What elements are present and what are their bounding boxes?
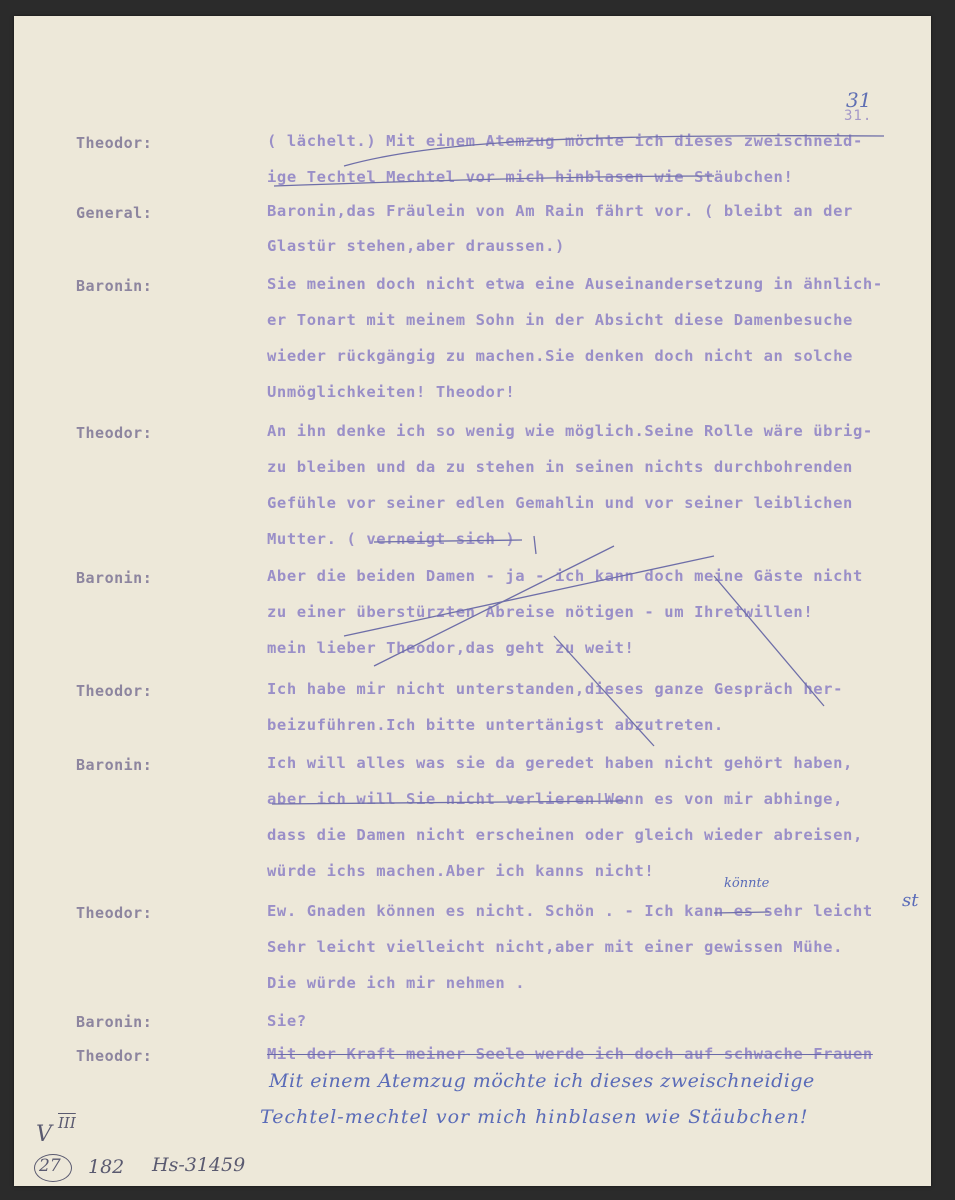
strikethrough-stroke <box>344 556 714 636</box>
strikethrough-stroke <box>374 540 522 542</box>
script-line: wieder rückgängig zu machen.Sie denken doch nicht an solche <box>267 347 853 365</box>
archive-roman-numeral: V <box>36 1122 52 1147</box>
struck-script-line: Mit der Kraft meiner Seele werde ich doch auf schwache Frauen <box>267 1045 873 1063</box>
archive-circled-number: 27 <box>39 1156 61 1176</box>
bracket-stroke <box>534 536 536 554</box>
handwritten-page-number: 31 <box>846 88 872 112</box>
strikethrough-stroke <box>714 576 824 706</box>
archive-number: 182 <box>88 1156 125 1178</box>
script-line: Unmöglichkeiten! Theodor! <box>267 383 516 401</box>
script-line: Ich will alles was sie da geredet haben nicht gehört haben, <box>267 754 853 772</box>
editorial-strokes <box>14 16 931 1186</box>
script-line: zu einer überstürzten Abreise nötigen - um Ihretwillen! <box>267 603 814 621</box>
script-line: Gefühle vor seiner edlen Gemahlin und vor seiner leiblichen <box>267 494 853 512</box>
script-line: Baronin,das Fräulein von Am Rain fährt vor. ( bleibt an der <box>267 202 853 220</box>
speaker-label: Baronin: <box>76 569 153 587</box>
script-line: zu bleiben und da zu stehen in seinen nichts durchbohrenden <box>267 458 853 476</box>
script-line: er Tonart mit meinem Sohn in der Absicht diese Damenbesuche <box>267 311 853 329</box>
strikethrough-stroke <box>344 136 884 166</box>
handwritten-insertion: könnte <box>724 876 770 891</box>
script-line: Ew. Gnaden können es nicht. Schön . - Ich kann es sehr leicht <box>267 902 873 920</box>
handwritten-insertion: st <box>902 890 919 911</box>
script-line: Ich habe mir nicht unterstanden,dieses ganze Gespräch her- <box>267 680 844 698</box>
archive-roman-subscript: $\overline{III}$ <box>58 1114 76 1132</box>
handwritten-line: Mit einem Atemzug möchte ich dieses zweischneidige <box>269 1070 815 1092</box>
speaker-label: Baronin: <box>76 756 153 774</box>
script-line: mein lieber Theodor,das geht zu weit! <box>267 639 635 657</box>
handwritten-line: Techtel-mechtel vor mich hinblasen wie Stäubchen! <box>260 1106 809 1128</box>
strikethrough-stroke <box>272 801 626 804</box>
script-line: würde ichs machen.Aber ich kanns nicht! <box>267 862 655 880</box>
script-line: dass die Damen nicht erscheinen oder gleich wieder abreisen, <box>267 826 863 844</box>
speaker-label: Baronin: <box>76 277 153 295</box>
document-page <box>14 16 931 1186</box>
script-line: Sie? <box>267 1012 307 1030</box>
strikethrough-stroke <box>554 636 654 746</box>
script-line: Mutter. ( verneigt sich ) <box>267 530 516 548</box>
speaker-label: Theodor: <box>76 904 153 922</box>
speaker-label: Theodor: <box>76 1047 153 1065</box>
strikethrough-stroke <box>374 546 614 666</box>
speaker-label: Theodor: <box>76 682 153 700</box>
script-line: Glastür stehen,aber draussen.) <box>267 237 565 255</box>
script-line: An ihn denke ich so wenig wie möglich.Seine Rolle wäre übrig- <box>267 422 873 440</box>
archive-signature: Hs-31459 <box>152 1154 246 1176</box>
speaker-label: Baronin: <box>76 1013 153 1031</box>
speaker-label: Theodor: <box>76 134 153 152</box>
strikethrough-stroke <box>714 912 769 913</box>
script-line: Die würde ich mir nehmen . <box>267 974 526 992</box>
speaker-label: Theodor: <box>76 424 153 442</box>
script-line: beizuführen.Ich bitte untertänigst abzutreten. <box>267 716 724 734</box>
script-line: ( lächelt.) Mit einem Atemzug möchte ich dieses zweischneid- <box>267 132 863 150</box>
script-line: Sie meinen doch nicht etwa eine Auseinandersetzung in ähnlich- <box>267 275 883 293</box>
strikethrough-stroke <box>274 176 714 186</box>
script-line: Sehr leicht vielleicht nicht,aber mit einer gewissen Mühe. <box>267 938 844 956</box>
typed-page-number: 31. <box>844 108 873 124</box>
script-line: Aber die beiden Damen - ja - ich kann doch meine Gäste nicht <box>267 567 863 585</box>
script-line: aber ich will Sie nicht verlieren!Wenn es von mir abhinge, <box>267 790 844 808</box>
speaker-label: General: <box>76 204 153 222</box>
script-line: ige Techtel Mechtel vor mich hinblasen wie Stäubchen! <box>267 168 794 186</box>
